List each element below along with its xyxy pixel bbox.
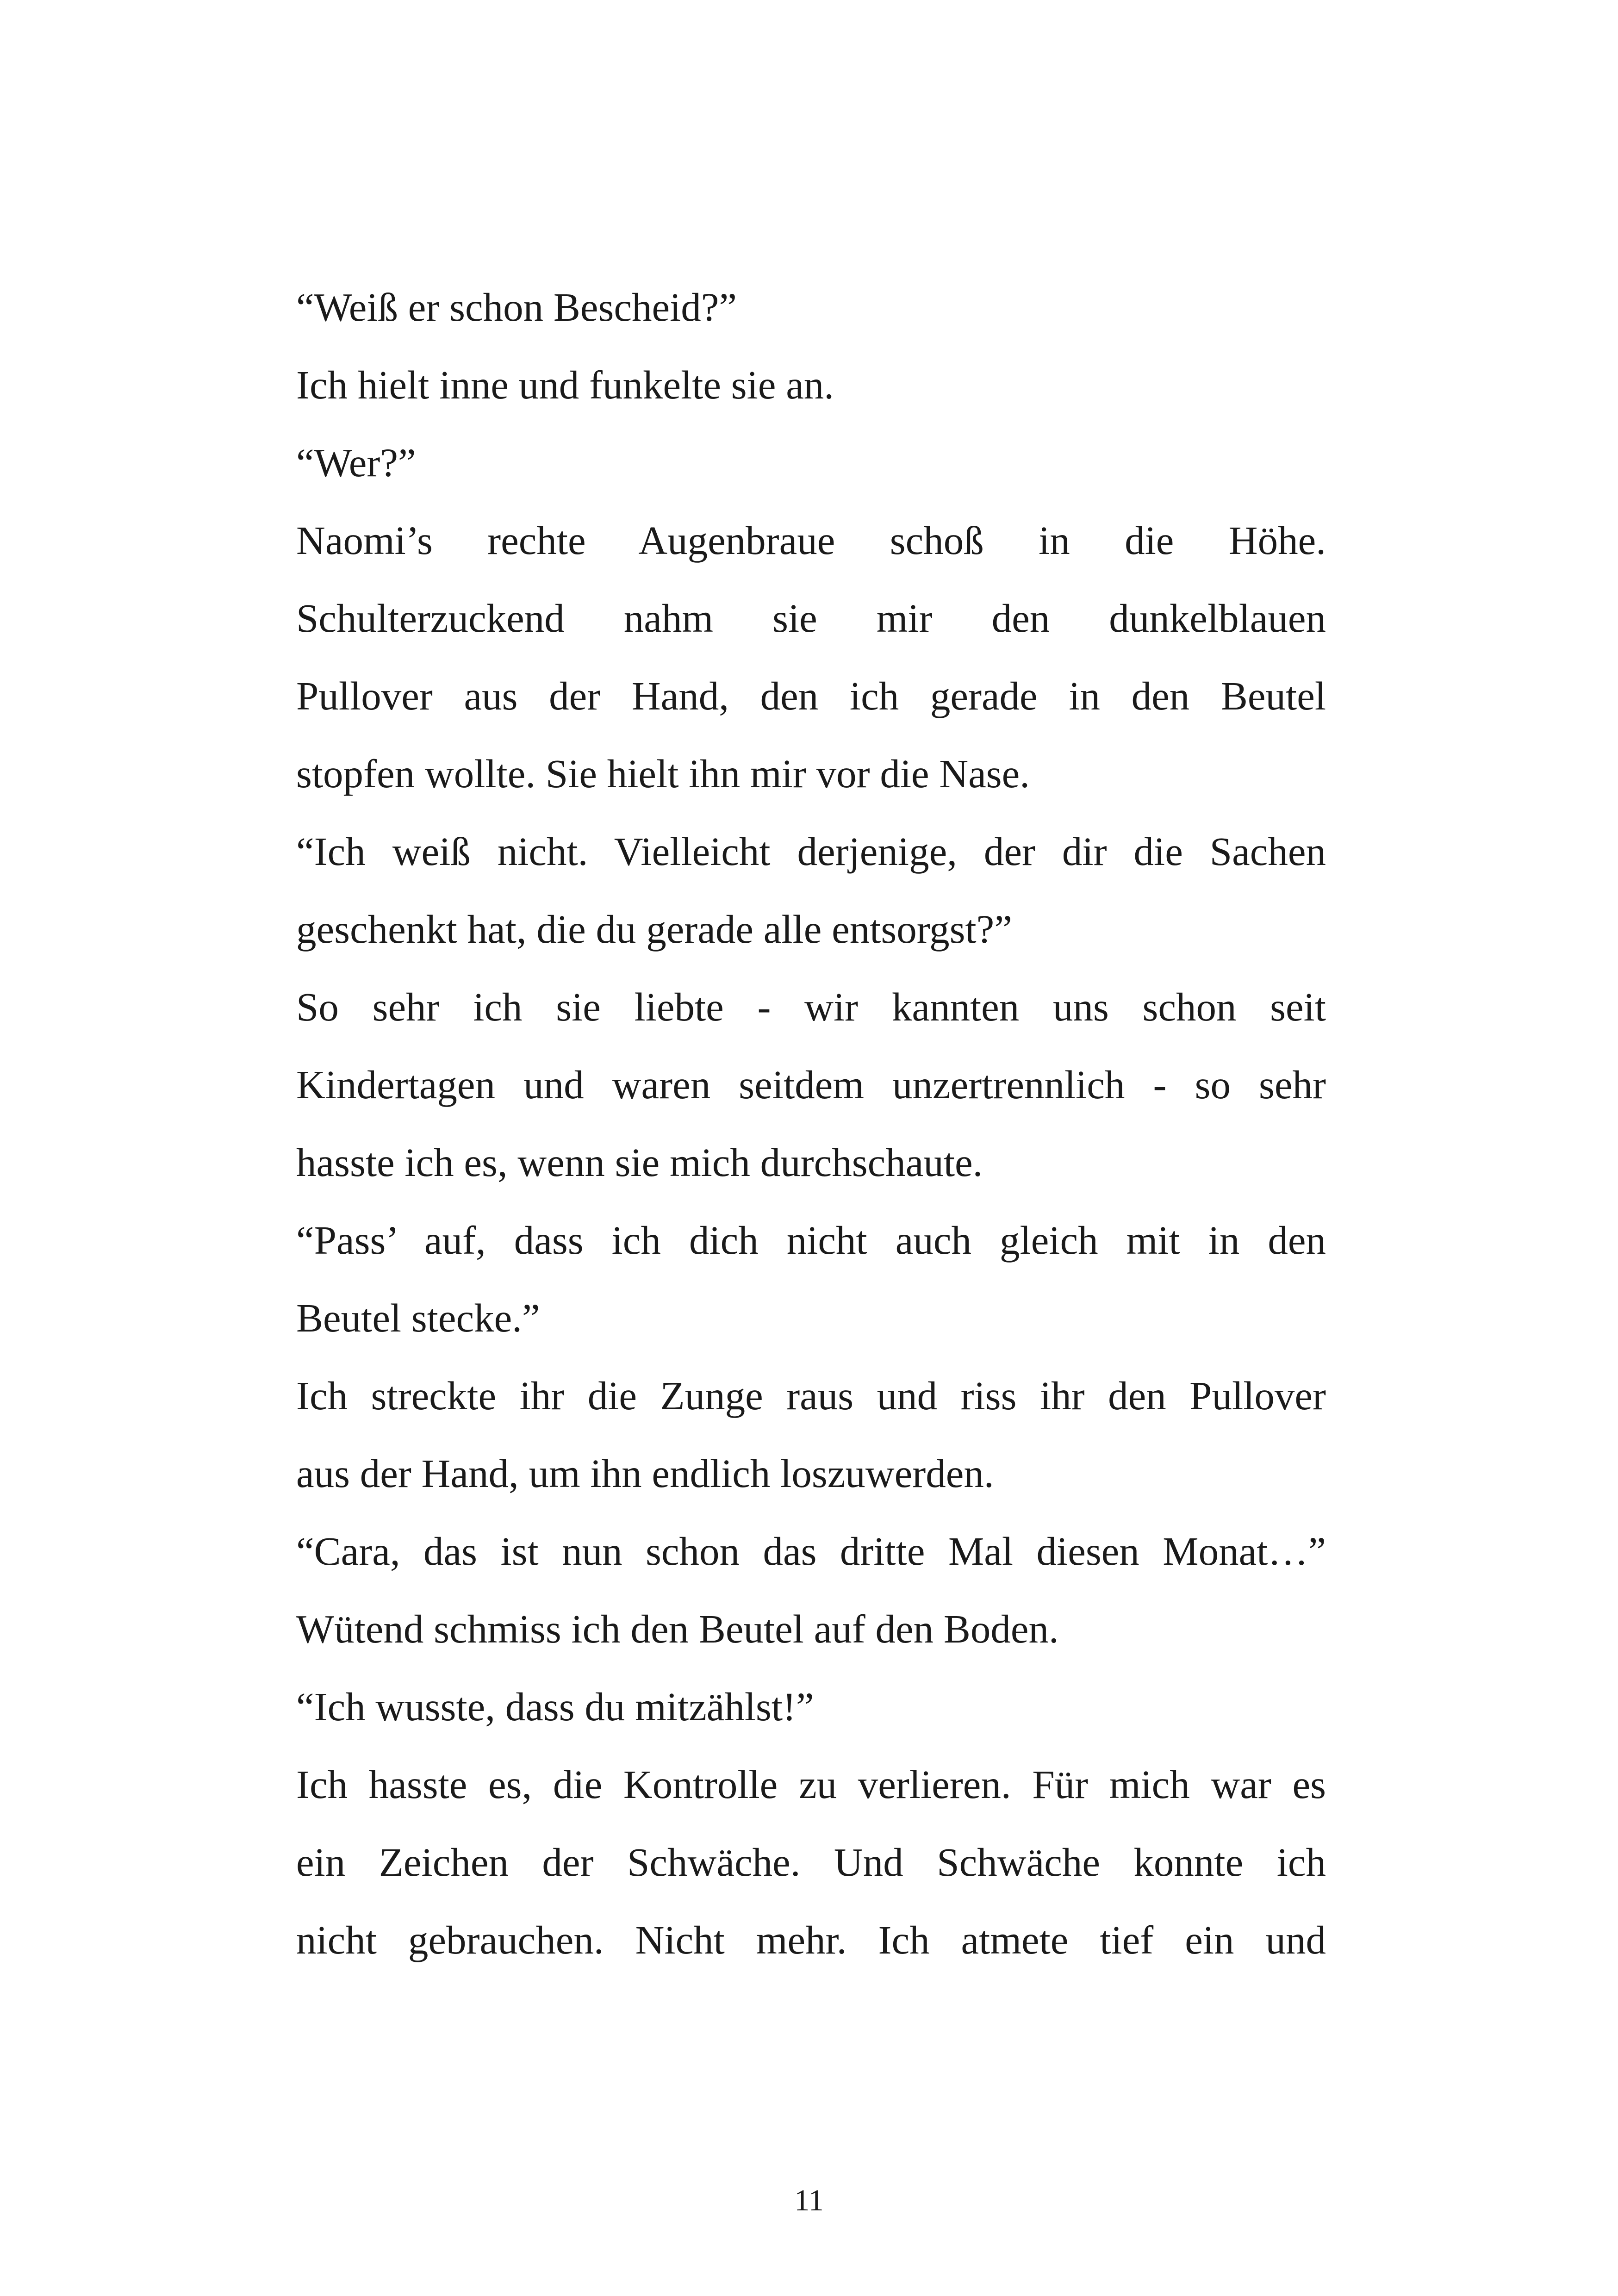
text-line-3: “Wer?” <box>296 440 416 485</box>
text-line-5: Schulterzuckend nahm sie mir den dunkelblauen <box>296 596 1326 641</box>
text-line-1: “Weiß er schon Bescheid?” <box>296 285 737 330</box>
text-line-9: geschenkt hat, die du gerade alle entsorgst?” <box>296 907 1012 952</box>
text-line-2: Ich hielt inne und funkelte sie an. <box>296 362 834 407</box>
text-line-22: nicht gebrauchen. Nicht mehr. Ich atmete tief ein und <box>296 1917 1326 1962</box>
text-line-12: hasste ich es, wenn sie mich durchschaute. <box>296 1140 983 1185</box>
text-line-6: Pullover aus der Hand, den ich gerade in den Beutel <box>296 673 1326 718</box>
text-line-17: “Cara, das ist nun schon das dritte Mal diesen Monat…” <box>296 1529 1326 1574</box>
text-line-21: ein Zeichen der Schwäche. Und Schwäche konnte ich <box>296 1840 1326 1885</box>
text-line-16: aus der Hand, um ihn endlich loszuwerden. <box>296 1451 994 1496</box>
text-line-19: “Ich wusste, dass du mitzählst!” <box>296 1684 814 1729</box>
text-line-15: Ich streckte ihr die Zunge raus und riss ihr den Pullover <box>296 1373 1326 1418</box>
text-line-10: So sehr ich sie liebte - wir kannten uns schon seit <box>296 984 1326 1029</box>
text-line-11: Kindertagen und waren seitdem unzertrennlich - so sehr <box>296 1062 1326 1107</box>
body-text <box>296 268 1326 1979</box>
text-line-18: Wütend schmiss ich den Beutel auf den Boden. <box>296 1606 1059 1651</box>
text-line-20: Ich hasste es, die Kontrolle zu verlieren. Für mich war es <box>296 1762 1326 1807</box>
text-line-14: Beutel stecke.” <box>296 1295 540 1340</box>
text-line-8: “Ich weiß nicht. Vielleicht derjenige, der dir die Sachen <box>296 829 1326 874</box>
text-line-7: stopfen wollte. Sie hielt ihn mir vor die Nase. <box>296 751 1030 796</box>
text-line-4: Naomi’s rechte Augenbraue schoß in die Höhe. <box>296 518 1326 563</box>
text-line-13: “Pass’ auf, dass ich dich nicht auch gleich mit in den <box>296 1218 1326 1263</box>
page-number: 11 <box>794 2184 824 2217</box>
